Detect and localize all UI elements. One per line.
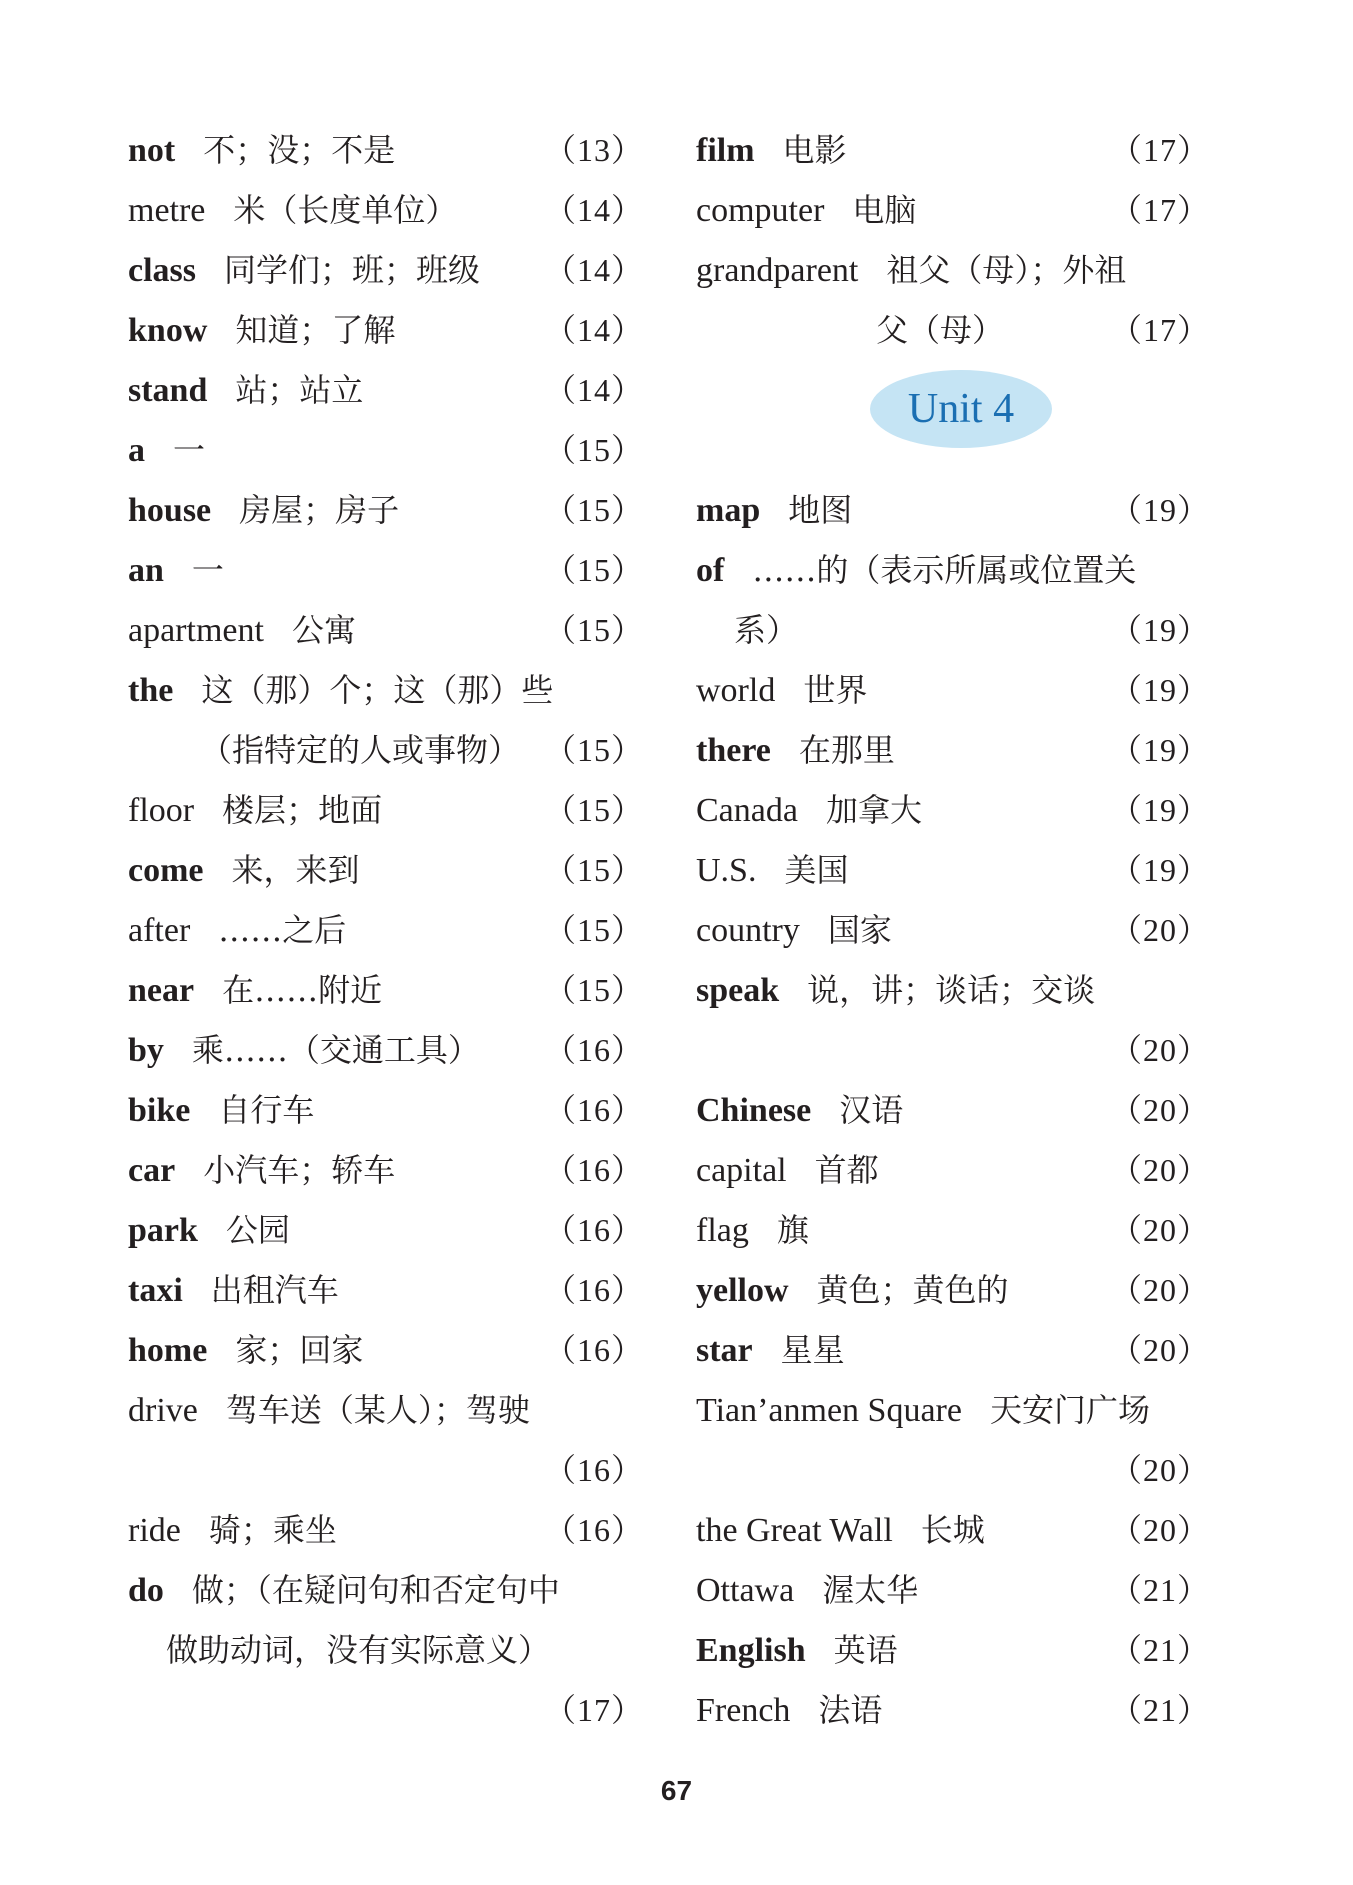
vocab-page-ref: （15）: [543, 552, 644, 588]
vocab-meaning: 自行车: [218, 1091, 315, 1129]
vocab-word: the: [128, 672, 174, 709]
vocab-meaning: 长城: [920, 1511, 985, 1549]
vocab-meaning: 祖父（母）；外祖: [886, 251, 1127, 289]
vocab-entry: [128, 360, 644, 420]
vocab-word: world: [696, 672, 776, 709]
vocab-page-ref: （16）: [543, 1212, 644, 1248]
vocab-entry: [128, 1500, 644, 1560]
vocab-entry: [128, 1080, 644, 1140]
vocab-entry: [128, 840, 644, 900]
vocab-entry: [128, 660, 644, 720]
vocab-word: country: [696, 912, 800, 949]
vocab-column-left: [128, 120, 644, 1740]
vocab-meaning: 一: [173, 431, 206, 469]
vocab-entry: [696, 1080, 1210, 1140]
vocab-page-ref: （21）: [1109, 1632, 1210, 1668]
vocab-entry-continuation: [128, 1680, 644, 1740]
vocab-word: flag: [696, 1212, 749, 1249]
vocab-meaning: 骑；乘坐: [208, 1511, 337, 1549]
vocab-entry-continuation: [128, 1620, 644, 1680]
vocab-entry-continuation: [696, 1020, 1210, 1080]
vocab-word: computer: [696, 192, 825, 229]
vocab-page-ref: （17）: [543, 1692, 644, 1728]
vocab-page-ref: （20）: [1109, 1452, 1210, 1488]
vocab-page-ref: （20）: [1109, 1512, 1210, 1548]
vocab-word: drive: [128, 1392, 198, 1429]
vocab-meaning: 天安门广场: [989, 1391, 1150, 1429]
vocab-word: of: [696, 552, 725, 589]
vocab-entry: [696, 1260, 1210, 1320]
vocab-meaning: 知道；了解: [235, 311, 396, 349]
vocab-meaning: 世界: [803, 671, 868, 709]
vocab-word: car: [128, 1152, 176, 1189]
vocab-entry: [128, 900, 644, 960]
vocab-page-ref: （15）: [543, 612, 644, 648]
vocab-page-ref: （20）: [1109, 1332, 1210, 1368]
vocab-page-ref: （14）: [543, 252, 644, 288]
vocab-meaning: 国家: [827, 911, 892, 949]
vocab-page-ref: （19）: [1109, 732, 1210, 768]
vocab-meaning: 加拿大: [825, 791, 922, 829]
vocab-entry: [696, 1140, 1210, 1200]
vocab-meaning: 法语: [818, 1691, 883, 1729]
vocab-meaning: 英语: [833, 1631, 898, 1669]
vocab-entry-continuation: [128, 1440, 644, 1500]
vocab-entry: [696, 1560, 1210, 1620]
vocab-page-ref: （21）: [1109, 1572, 1210, 1608]
vocab-meaning: 不；没；不是: [203, 131, 396, 169]
vocab-entry: [696, 780, 1210, 840]
vocab-meaning-continued: （指特定的人或事物）: [200, 731, 521, 769]
vocab-meaning: ……之后: [218, 911, 347, 949]
vocab-entry: [128, 1260, 644, 1320]
vocab-word: Ottawa: [696, 1572, 795, 1609]
vocab-word: apartment: [128, 612, 264, 649]
vocab-meaning: 楼层；地面: [222, 791, 383, 829]
vocab-meaning: 地图: [788, 491, 853, 529]
vocab-page-ref: （15）: [543, 492, 644, 528]
vocab-word: grandparent: [696, 252, 859, 289]
vocab-word: home: [128, 1332, 208, 1369]
vocab-page-ref: （19）: [1109, 852, 1210, 888]
vocab-page-ref: （16）: [543, 1272, 644, 1308]
vocab-meaning: 说，讲；谈话；交谈: [807, 971, 1096, 1009]
vocab-meaning: 电脑: [852, 191, 917, 229]
vocab-meaning: 公寓: [291, 611, 356, 649]
vocab-page-ref: （21）: [1109, 1692, 1210, 1728]
vocab-page-ref: （16）: [543, 1152, 644, 1188]
vocab-word: house: [128, 492, 212, 529]
vocab-entry: [696, 660, 1210, 720]
vocab-word: film: [696, 132, 755, 169]
vocab-page-ref: （17）: [1109, 132, 1210, 168]
vocab-page-ref: （14）: [543, 312, 644, 348]
vocab-entry: [696, 720, 1210, 780]
vocab-page-ref: （20）: [1109, 1152, 1210, 1188]
vocab-meaning: 在……附近: [222, 971, 383, 1009]
vocab-meaning: 房屋；房子: [239, 491, 400, 529]
vocab-word: near: [128, 972, 195, 1009]
vocab-page-ref: （17）: [1109, 312, 1210, 348]
vocab-entry: [696, 540, 1210, 600]
vocab-word: know: [128, 312, 208, 349]
vocab-page-ref: （15）: [543, 972, 644, 1008]
vocab-page-ref: （19）: [1109, 612, 1210, 648]
vocab-meaning: 首都: [814, 1151, 879, 1189]
vocab-entry: [696, 960, 1210, 1020]
vocab-page-ref: （15）: [543, 732, 644, 768]
vocab-meaning: 乘……（交通工具）: [191, 1031, 480, 1069]
vocab-entry: [128, 1200, 644, 1260]
vocab-page-ref: （16）: [543, 1332, 644, 1368]
vocab-word: a: [128, 432, 145, 469]
vocab-word: speak: [696, 972, 780, 1009]
vocab-word: there: [696, 732, 771, 769]
vocab-meaning: 美国: [784, 851, 849, 889]
vocab-meaning: 黄色；黄色的: [816, 1271, 1009, 1309]
vocab-word: U.S.: [696, 852, 757, 889]
vocab-word: map: [696, 492, 761, 529]
vocab-word: star: [696, 1332, 753, 1369]
vocab-meaning: 驾车送（某人）；驾驶: [225, 1391, 530, 1429]
vocab-entry: [128, 780, 644, 840]
vocab-page-ref: （15）: [543, 852, 644, 888]
vocab-entry: [128, 240, 644, 300]
vocab-meaning: 一: [191, 551, 224, 589]
vocab-page-ref: （14）: [543, 192, 644, 228]
vocab-meaning: 汉语: [839, 1091, 904, 1129]
vocab-entry-continuation: [696, 600, 1210, 660]
vocab-page-ref: （20）: [1109, 912, 1210, 948]
vocab-entry: [128, 180, 644, 240]
vocab-entry: [128, 600, 644, 660]
vocab-meaning: 做；（在疑问句和否定句中: [191, 1571, 560, 1609]
vocab-word: yellow: [696, 1272, 789, 1309]
vocab-page-ref: （15）: [543, 912, 644, 948]
vocab-meaning: 渥太华: [822, 1571, 919, 1609]
vocab-column-right: [696, 120, 1210, 1740]
vocab-meaning-continued: 系）: [734, 611, 799, 649]
vocab-entry: [128, 120, 644, 180]
vocab-word: an: [128, 552, 164, 589]
vocab-meaning: 在那里: [798, 731, 895, 769]
vocab-meaning: 米（长度单位）: [233, 191, 458, 229]
vocab-meaning: 来，来到: [231, 851, 360, 889]
vocab-meaning: 出租汽车: [210, 1271, 339, 1309]
vocab-word: Canada: [696, 792, 798, 829]
vocab-meaning-continued: 做助动词，没有实际意义）: [166, 1631, 551, 1669]
page-number: 67: [660, 1775, 693, 1806]
vocab-entry-continuation: [128, 720, 644, 780]
vocab-page-ref: （16）: [543, 1092, 644, 1128]
vocab-word: by: [128, 1032, 164, 1069]
vocab-page-ref: （20）: [1109, 1272, 1210, 1308]
vocab-page-ref: （13）: [543, 132, 644, 168]
vocab-entry: [128, 1020, 644, 1080]
vocab-entry: [128, 1560, 644, 1620]
vocab-word: not: [128, 132, 176, 169]
vocab-page-ref: （17）: [1109, 192, 1210, 228]
vocab-word: ride: [128, 1512, 181, 1549]
vocab-meaning: 公园: [225, 1211, 290, 1249]
vocab-entry: [128, 1140, 644, 1200]
vocab-meaning: 这（那）个；这（那）些: [201, 671, 554, 709]
vocab-meaning: 家；回家: [235, 1331, 364, 1369]
vocab-meaning: 小汽车；轿车: [203, 1151, 396, 1189]
vocab-entry: [696, 840, 1210, 900]
vocab-word: French: [696, 1692, 791, 1729]
vocab-entry: [696, 1620, 1210, 1680]
vocab-word: after: [128, 912, 191, 949]
vocab-entry: [128, 1320, 644, 1380]
unit-heading: [696, 360, 1210, 460]
unit-badge: Unit 4: [870, 370, 1052, 448]
vocab-entry: [696, 240, 1210, 300]
vocab-meaning: ……的（表示所属或位置关: [752, 551, 1137, 589]
vocab-entry: [696, 1320, 1210, 1380]
vocab-word: do: [128, 1572, 164, 1609]
vocab-entry: [128, 1380, 644, 1440]
vocab-entry: [696, 1680, 1210, 1740]
vocab-entry: [128, 420, 644, 480]
vocab-entry: [128, 540, 644, 600]
vocab-word: Chinese: [696, 1092, 812, 1129]
vocab-entry: [696, 120, 1210, 180]
vocab-entry-continuation: [696, 1440, 1210, 1500]
vocab-page-ref: （15）: [543, 792, 644, 828]
vocab-entry: [696, 480, 1210, 540]
vocab-page-ref: （16）: [543, 1512, 644, 1548]
vocab-entry: [696, 1200, 1210, 1260]
vocab-page-ref: （15）: [543, 432, 644, 468]
vocab-word: English: [696, 1632, 806, 1669]
vocab-entry: [696, 900, 1210, 960]
vocab-word: park: [128, 1212, 198, 1249]
vocab-entry-continuation: [696, 300, 1210, 360]
vocab-page-ref: （20）: [1109, 1092, 1210, 1128]
vocab-word: come: [128, 852, 204, 889]
vocab-word: taxi: [128, 1272, 183, 1309]
vocab-page-ref: （19）: [1109, 792, 1210, 828]
vocab-word: class: [128, 252, 196, 289]
vocab-page-ref: （16）: [543, 1452, 644, 1488]
vocab-word: floor: [128, 792, 195, 829]
vocab-page-ref: （20）: [1109, 1212, 1210, 1248]
vocab-page-ref: （20）: [1109, 1032, 1210, 1068]
vocab-meaning: 站；站立: [235, 371, 364, 409]
vocab-meaning: 旗: [776, 1211, 809, 1249]
vocab-word: Tian’anmen Square: [696, 1392, 962, 1429]
vocab-page-ref: （16）: [543, 1032, 644, 1068]
vocab-entry: [128, 300, 644, 360]
vocab-meaning: 电影: [782, 131, 847, 169]
vocab-page-ref: （14）: [543, 372, 644, 408]
vocab-entry: [128, 480, 644, 540]
vocab-entry: [696, 1500, 1210, 1560]
vocab-page-ref: （19）: [1109, 672, 1210, 708]
vocab-meaning: 同学们；班；班级: [224, 251, 481, 289]
vocab-word: bike: [128, 1092, 191, 1129]
vocab-page-ref: （19）: [1109, 492, 1210, 528]
vocab-entry: [696, 180, 1210, 240]
vocab-word: metre: [128, 192, 206, 229]
vocab-word: the Great Wall: [696, 1512, 893, 1549]
vocab-meaning-continued: 父（母）: [876, 311, 1005, 349]
vocab-entry: [128, 960, 644, 1020]
vocab-entry: [696, 1380, 1210, 1440]
vocab-word: capital: [696, 1152, 787, 1189]
vocab-word: stand: [128, 372, 208, 409]
vocab-meaning: 星星: [780, 1331, 845, 1369]
